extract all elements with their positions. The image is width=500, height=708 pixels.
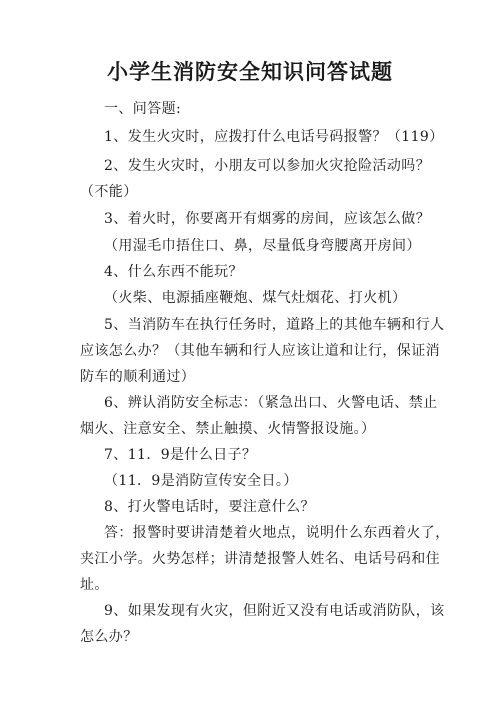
question-5-line-3: 防车的顺利通过）	[80, 369, 196, 385]
question-9-line-2: 怎么办？	[80, 629, 138, 645]
question-4: 4、什么东西不能玩？	[104, 264, 243, 280]
question-6-line-1: 6、辨认消防安全标志：（紧急出口、火警电话、禁止	[104, 395, 438, 411]
question-7: 7、11．9是什么日子？	[104, 447, 257, 463]
question-5-line-1: 5、当消防车在执行任务时，道路上的其他车辆和行人	[104, 317, 445, 333]
question-5-line-2: 应该怎么办？（其他车辆和行人应该让道和让行，保证消	[80, 343, 440, 359]
answer-7: （11．9是消防宣传安全日。）	[104, 473, 298, 489]
question-6-line-2: 烟火、注意安全、禁止触摸、火情警报设施。）	[80, 421, 376, 437]
answer-2: （不能）	[80, 184, 138, 200]
answer-8-line-1: 答：报警时要讲清楚着火地点，说明什么东西着火了，	[104, 525, 450, 541]
document-title: 小学生消防安全知识问答试题	[107, 59, 393, 84]
question-2: 2、发生火灾时，小朋友可以参加火灾抢险活动吗？	[104, 158, 431, 174]
answer-3: （用湿毛巾捂住口、鼻，尽量低身弯腰离开房间）	[104, 238, 421, 254]
question-1: 1、发生火灾时，应拨打什么电话号码报警？（119）	[104, 129, 444, 145]
answer-8-line-3: 址。	[80, 577, 109, 593]
question-9-line-1: 9、如果发现有火灾，但附近又没有电话或消防队，该	[104, 603, 445, 619]
question-3: 3、着火时，你要离开有烟雾的房间，应该怎么做？	[104, 211, 431, 227]
answer-4: （火柴、电源插座鞭炮、煤气灶烟花、打火机）	[104, 290, 407, 306]
question-8: 8、打火警电话时，要注意什么？	[104, 499, 315, 515]
answer-8-line-2: 夹江小学。火势怎样；讲清楚报警人姓名、电话号码和住	[80, 551, 440, 567]
section-heading: 一、问答题:	[104, 101, 182, 117]
